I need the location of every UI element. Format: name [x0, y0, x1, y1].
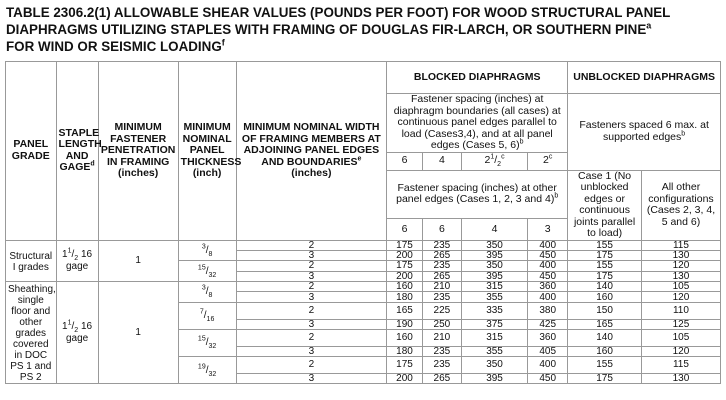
shear-value-cell: 160: [568, 292, 642, 302]
shear-value-cell: 175: [568, 250, 642, 260]
framing-width-cell: 3: [236, 250, 387, 260]
header-spacing-2: 2$^c$: [528, 152, 568, 170]
shear-value-cell: 265: [422, 250, 461, 260]
shear-value-cell: 395: [461, 271, 527, 281]
thickness-cell: $^{15}/_{32}$: [178, 329, 236, 356]
shear-value-cell: 250: [422, 319, 461, 329]
shear-value-cell: 160: [387, 282, 423, 292]
shear-value-cell: 405: [528, 346, 568, 356]
shear-value-cell: 235: [422, 240, 461, 250]
shear-value-cell: 175: [387, 261, 423, 271]
shear-value-cell: 115: [641, 356, 720, 373]
shear-value-cell: 160: [387, 329, 423, 346]
shear-value-cell: 175: [568, 373, 642, 383]
header-blocked: BLOCKED DIAPHRAGMS: [387, 62, 568, 94]
shear-value-cell: 130: [641, 271, 720, 281]
shear-value-cell: 355: [461, 292, 527, 302]
framing-width-cell: 3: [236, 346, 387, 356]
table-row: [6, 282, 721, 292]
shear-value-cell: 395: [461, 373, 527, 383]
shear-value-cell: 125: [641, 319, 720, 329]
shear-value-cell: 450: [528, 250, 568, 260]
shear-value-cell: 400: [528, 240, 568, 250]
shear-value-cell: 395: [461, 250, 527, 260]
shear-value-cell: 165: [387, 302, 423, 319]
shear-value-cell: 120: [641, 261, 720, 271]
framing-width-cell: 2: [236, 356, 387, 373]
shear-value-cell: 210: [422, 282, 461, 292]
shear-value-cell: 180: [387, 346, 423, 356]
framing-width-cell: 2: [236, 282, 387, 292]
shear-value-cell: 130: [641, 250, 720, 260]
header-other-spacing: Fastener spacing (inches) at other panel edges (Cases 1, 2, 3 and 4)$^b$: [387, 170, 568, 219]
header-other-6b: 6: [422, 219, 461, 240]
header-spacing-4: 4: [422, 152, 461, 170]
shear-value-cell: 360: [528, 329, 568, 346]
thickness-cell: $^7/_{16}$: [178, 302, 236, 329]
header-panel-grade: PANEL GRADE: [6, 62, 57, 241]
shear-value-cell: 200: [387, 250, 423, 260]
header-other-3: 3: [528, 219, 568, 240]
table-body: [6, 240, 721, 384]
framing-width-cell: 2: [236, 261, 387, 271]
shear-value-cell: 105: [641, 329, 720, 346]
shear-values-table: [5, 61, 721, 384]
table-title: [6, 4, 722, 55]
shear-value-cell: 375: [461, 319, 527, 329]
shear-value-cell: 265: [422, 271, 461, 281]
penetration-cell: 1: [98, 282, 178, 384]
shear-value-cell: 115: [641, 240, 720, 250]
framing-width-cell: 3: [236, 271, 387, 281]
shear-value-cell: 210: [422, 329, 461, 346]
shear-value-cell: 400: [528, 261, 568, 271]
shear-value-cell: 130: [641, 373, 720, 383]
header-spacing-2-half: $2^1/_2^c$: [461, 152, 527, 170]
framing-width-cell: 3: [236, 319, 387, 329]
staple-length-cell: $1^1/_2$ 16 gage: [56, 282, 98, 384]
panel-grade-cell: Sheathing, single floor and other grades covered in DOC PS 1 and PS 2: [6, 282, 57, 384]
penetration-cell: 1: [98, 240, 178, 282]
shear-value-cell: 175: [387, 356, 423, 373]
shear-value-cell: 400: [528, 356, 568, 373]
shear-value-cell: 155: [568, 261, 642, 271]
shear-value-cell: 235: [422, 292, 461, 302]
shear-value-cell: 235: [422, 261, 461, 271]
thickness-cell: $^3/_8$: [178, 240, 236, 261]
shear-value-cell: 150: [568, 302, 642, 319]
shear-value-cell: 110: [641, 302, 720, 319]
panel-grade-cell: Structural I grades: [6, 240, 57, 282]
framing-width-cell: 3: [236, 373, 387, 383]
shear-value-cell: 155: [568, 356, 642, 373]
shear-value-cell: 350: [461, 240, 527, 250]
shear-value-cell: 120: [641, 346, 720, 356]
shear-value-cell: 355: [461, 346, 527, 356]
shear-value-cell: 225: [422, 302, 461, 319]
shear-value-cell: 175: [568, 271, 642, 281]
header-other-4: 4: [461, 219, 527, 240]
header-other-config: All other configurations (Cases 2, 3, 4, 5 and 6): [641, 170, 720, 240]
title-line-2: DIAPHRAGMS UTILIZING STAPLES WITH FRAMING OF DOUGLAS FIR-LARCH, OR SOUTHERN PINE$^a$: [6, 20, 652, 37]
shear-value-cell: 380: [528, 302, 568, 319]
header-case1: Case 1 (No unblocked edges or continuous joints parallel to load): [568, 170, 642, 240]
shear-value-cell: 200: [387, 271, 423, 281]
framing-width-cell: 3: [236, 292, 387, 302]
header-min-penetration: MINIMUM FASTENER PENETRATION IN FRAMING (inches): [98, 62, 178, 241]
title-line-3: FOR WIND OR SEISMIC LOADING$^f$: [6, 37, 225, 54]
shear-value-cell: 165: [568, 319, 642, 329]
shear-value-cell: 175: [387, 240, 423, 250]
thickness-cell: $^{19}/_{32}$: [178, 356, 236, 383]
shear-value-cell: 140: [568, 329, 642, 346]
header-unblocked: UNBLOCKED DIAPHRAGMS: [568, 62, 721, 94]
framing-width-cell: 2: [236, 240, 387, 250]
shear-value-cell: 450: [528, 373, 568, 383]
header-spacing-6: 6: [387, 152, 423, 170]
shear-value-cell: 350: [461, 261, 527, 271]
shear-value-cell: 350: [461, 356, 527, 373]
staple-length-cell: $1^1/_2$ 16 gage: [56, 240, 98, 282]
shear-value-cell: 120: [641, 292, 720, 302]
header-unblocked-spacing: Fasteners spaced 6 max. at supported edges$^b$: [568, 94, 721, 171]
shear-value-cell: 190: [387, 319, 423, 329]
framing-width-cell: 2: [236, 329, 387, 346]
header-other-6a: 6: [387, 219, 423, 240]
shear-value-cell: 200: [387, 373, 423, 383]
shear-value-cell: 180: [387, 292, 423, 302]
thickness-cell: $^3/_8$: [178, 282, 236, 303]
header-min-width: MINIMUM NOMINAL WIDTH OF FRAMING MEMBERS AT ADJOINING PANEL EDGES AND BOUNDARIES$^e$ (inches): [236, 62, 387, 241]
thickness-cell: $^{15}/_{32}$: [178, 261, 236, 282]
title-line-1: TABLE 2306.2(1) ALLOWABLE SHEAR VALUES (POUNDS PER FOOT) FOR WOOD STRUCTURAL PANEL: [6, 5, 671, 20]
shear-value-cell: 105: [641, 282, 720, 292]
header-staple-length: STAPLE LENGTH AND GAGE$^d$: [56, 62, 98, 241]
shear-value-cell: 265: [422, 373, 461, 383]
header-min-thickness: MINIMUM NOMINAL PANEL THICKNESS (inch): [178, 62, 236, 241]
shear-value-cell: 360: [528, 282, 568, 292]
shear-value-cell: 160: [568, 346, 642, 356]
header-blocked-spacing: Fastener spacing (inches) at diaphragm boundaries (all cases) at continuous panel edges parallel to load (Cases3,4), and at all panel edges (Cases 5, 6)$^b$: [387, 94, 568, 153]
shear-value-cell: 425: [528, 319, 568, 329]
shear-value-cell: 315: [461, 329, 527, 346]
shear-value-cell: 235: [422, 356, 461, 373]
shear-value-cell: 140: [568, 282, 642, 292]
shear-value-cell: 315: [461, 282, 527, 292]
shear-value-cell: 335: [461, 302, 527, 319]
framing-width-cell: 2: [236, 302, 387, 319]
shear-value-cell: 400: [528, 292, 568, 302]
table-row: [6, 240, 721, 250]
shear-value-cell: 450: [528, 271, 568, 281]
shear-value-cell: 155: [568, 240, 642, 250]
shear-value-cell: 235: [422, 346, 461, 356]
